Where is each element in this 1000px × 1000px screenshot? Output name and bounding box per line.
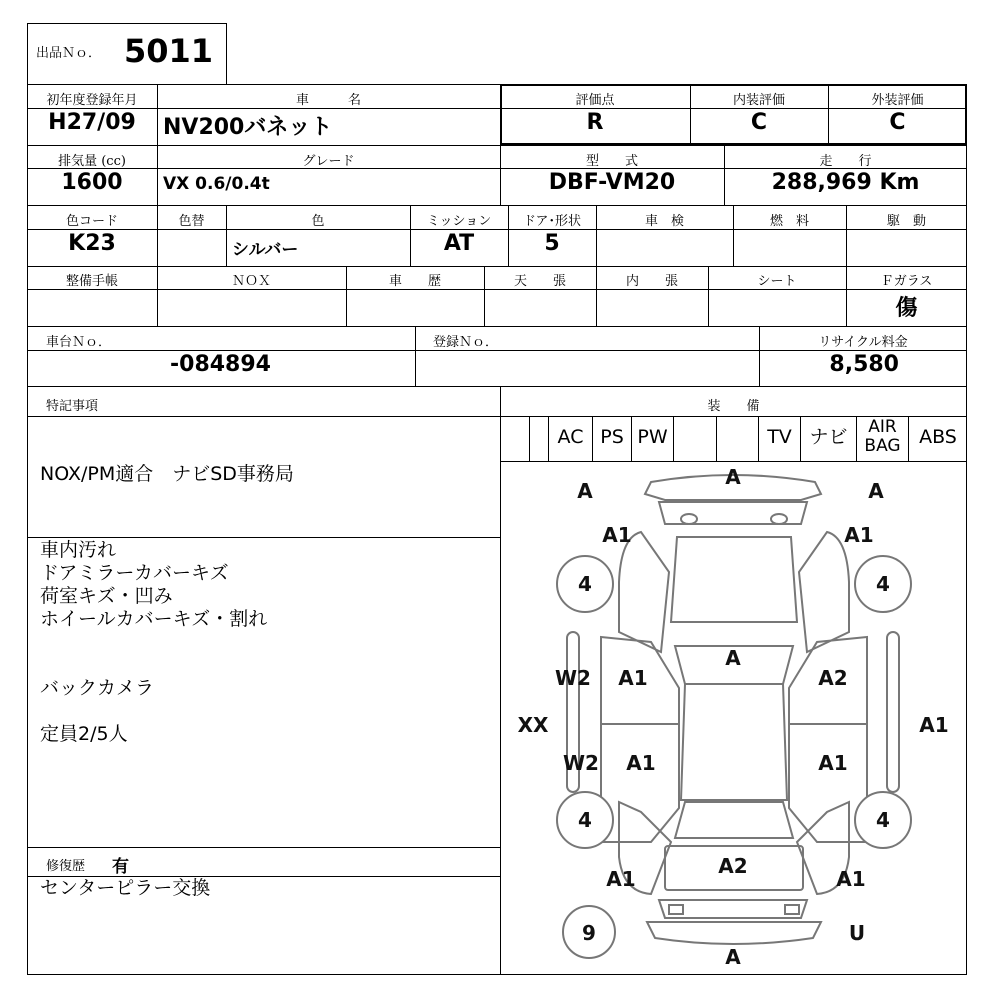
mark-fender-left: A1 [602, 523, 632, 547]
mission: AT [443, 231, 475, 256]
mark-front-right: A [868, 479, 884, 503]
mark-door-left-front: A1 [618, 666, 648, 690]
note-line: 定員2/5人 [40, 723, 128, 745]
equipment-item: TV [758, 416, 800, 461]
recycle-fee: 8,580 [829, 352, 899, 377]
note-line: 荷室キズ・凹み [40, 585, 173, 607]
mark-rear-bumper: A [725, 945, 741, 969]
repair-note: センターピラー交換 [40, 877, 211, 899]
repaint-label: 色替 [178, 214, 205, 229]
car-name: NV200バネット [163, 115, 333, 140]
color: シルバー [232, 240, 299, 260]
equipment-item: AIR BAG [856, 416, 908, 461]
equipment-item: ABS [908, 416, 967, 461]
mileage: 288,969 Km [771, 170, 920, 195]
score-label: 評価点 [575, 93, 615, 108]
equipment-item: AC [548, 416, 592, 461]
mark-front-bumper: A [725, 465, 741, 489]
drive-label: 駆 動 [886, 214, 926, 229]
note-line: ドアミラーカバーキズ [40, 562, 229, 584]
exterior-value: C [889, 110, 906, 135]
note-line [40, 700, 267, 723]
equipment-item: ナビ [800, 416, 856, 461]
mark-quarter-left: A1 [606, 867, 636, 891]
door-label: ドア･形状 [522, 214, 582, 229]
inspection-label: 車 検 [644, 214, 684, 229]
mark-pillar-left-top: W2 [555, 666, 591, 690]
grade: VX 0.6/0.4t [163, 174, 270, 194]
note-line: バックカメラ [40, 677, 155, 699]
lot-number: 5011 [124, 32, 214, 70]
equipment-item: PW [631, 416, 673, 461]
car-diagram [501, 462, 966, 974]
mark-fender-right: A1 [844, 523, 874, 547]
displacement: 1600 [61, 170, 123, 195]
equipment-item [673, 416, 716, 461]
color-code: K23 [68, 231, 116, 256]
lot-label: 出品Ｎｏ． [36, 46, 102, 61]
mileage-label: 走 行 [819, 154, 872, 169]
mark-tire-rr: 4 [876, 808, 890, 832]
inner-label: 内 張 [625, 274, 678, 289]
mark-under: U [848, 921, 866, 945]
mark-back-door: A2 [718, 854, 748, 878]
recycle-label: リサイクル料金 [818, 335, 908, 350]
mark-pillar-left-bottom: W2 [563, 751, 599, 775]
notes-main [40, 539, 267, 746]
reg-label: 登録Ｎｏ． [433, 335, 499, 350]
equipment-item: PS [592, 416, 631, 461]
notes-top: NOX/PM適合 ナビSD事務局 [40, 463, 294, 485]
note-line [40, 654, 267, 677]
color-label: 色 [311, 214, 325, 229]
mark-tire-fr: 4 [876, 572, 890, 596]
chassis-number: -084894 [170, 352, 271, 377]
mark-quarter-right: A1 [836, 867, 866, 891]
door-count: 5 [544, 231, 560, 256]
mark-roof: A [725, 646, 741, 670]
chassis-label: 車台Ｎｏ． [46, 335, 112, 350]
interior-label: 内装評価 [732, 93, 785, 108]
mark-tire-fl: 4 [578, 572, 592, 596]
repair-label: 修復歴 [46, 859, 86, 874]
nox-label: ＮＯＸ [231, 274, 271, 289]
mark-right-outside: A1 [919, 713, 949, 737]
note-line: ホイールカバーキズ・割れ [40, 608, 268, 630]
cc-label: 排気量 (cc) [58, 154, 126, 169]
note-line: 車内汚れ [40, 539, 117, 561]
note-line [40, 631, 267, 654]
year-label: 初年度登録年月 [46, 93, 138, 108]
grade-label: グレード [302, 154, 355, 169]
glass-label: Ｆガラス [880, 274, 933, 289]
front-glass: 傷 [895, 296, 918, 321]
repair-history: 有 [112, 857, 129, 877]
mark-tire-rl: 4 [578, 808, 592, 832]
equip-label: 装 備 [707, 399, 760, 414]
car-name-label: 車 名 [295, 93, 361, 108]
seat-label: シート [757, 274, 797, 289]
equipment-item [529, 416, 548, 461]
manual-label: 整備手帳 [65, 274, 118, 289]
mission-label: ミッション [426, 214, 492, 229]
notes-label: 特記事項 [46, 399, 99, 414]
mark-door-right-rear: A1 [818, 751, 848, 775]
mark-door-left-rear: A1 [626, 751, 656, 775]
score-value: R [586, 110, 604, 135]
interior-value: C [750, 110, 768, 135]
model: DBF-VM20 [548, 170, 676, 195]
mark-front-left: A [577, 479, 593, 503]
mark-spare: 9 [582, 921, 596, 945]
mark-door-right-front: A2 [818, 666, 848, 690]
roof-label: 天 張 [513, 274, 566, 289]
model-label: 型 式 [585, 154, 638, 169]
first-registration: H27/09 [48, 110, 136, 135]
history-label: 車 歴 [388, 274, 441, 289]
fuel-label: 燃 料 [769, 214, 809, 229]
colorcode-label: 色コード [65, 214, 118, 229]
mark-left-outside: XX [517, 713, 549, 737]
exterior-label: 外装評価 [871, 93, 924, 108]
equipment-item [716, 416, 758, 461]
